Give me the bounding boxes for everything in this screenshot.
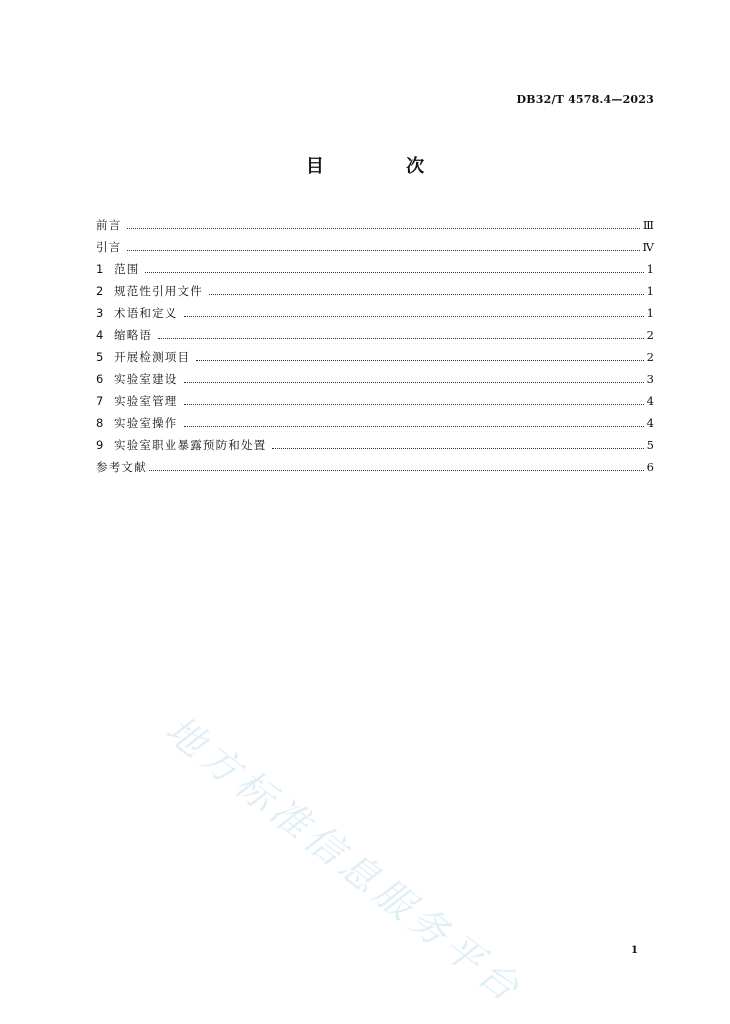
- toc-leader-dots: [196, 360, 643, 361]
- toc-entry-page: 1: [646, 306, 654, 320]
- toc-entry-page: 2: [646, 350, 654, 364]
- toc-leader-dots: [127, 250, 639, 251]
- toc-leader-dots: [184, 316, 644, 317]
- toc-entry-title: 参考文献: [96, 460, 147, 474]
- toc-leader-dots: [145, 272, 643, 273]
- page-number: 1: [631, 945, 638, 956]
- toc-entry-page: 4: [646, 394, 654, 408]
- toc-entry-number: 6: [96, 372, 104, 386]
- toc-entry-testing-items[interactable]: [96, 346, 654, 368]
- toc-entry-page: 3: [646, 372, 654, 386]
- toc-leader-dots: [184, 382, 644, 383]
- toc-leader-dots: [149, 470, 644, 471]
- toc-leader-dots: [184, 426, 644, 427]
- toc-entry-terms-definitions[interactable]: [96, 302, 654, 324]
- toc-leader-dots: [209, 294, 644, 295]
- toc-entry-page: 6: [646, 460, 654, 474]
- toc-entry-title: 开展检测项目: [114, 350, 191, 364]
- toc-entry-normative-references[interactable]: [96, 280, 654, 302]
- toc-entry-title: 引言: [96, 240, 122, 254]
- toc-entry-introduction[interactable]: [96, 236, 654, 258]
- document-code: DB32/T 4578.4—2023: [516, 93, 654, 106]
- toc-entry-number: 8: [96, 416, 104, 430]
- toc-leader-dots: [272, 448, 643, 449]
- toc-entry-number: 4: [96, 328, 104, 342]
- toc-entry-page: 1: [646, 262, 654, 276]
- toc-entry-lab-construction[interactable]: [96, 368, 654, 390]
- toc-entry-foreword[interactable]: [96, 214, 654, 236]
- watermark: 地方标准信息服务平台: [157, 707, 532, 1013]
- table-of-contents: [96, 214, 654, 478]
- toc-entry-title: 实验室职业暴露预防和处置: [114, 438, 267, 452]
- toc-leader-dots: [184, 404, 644, 405]
- toc-entry-scope[interactable]: [96, 258, 654, 280]
- toc-entry-number: 7: [96, 394, 104, 408]
- toc-leader-dots: [127, 228, 640, 229]
- toc-entry-title: 范围: [114, 262, 140, 276]
- toc-entry-lab-management[interactable]: [96, 390, 654, 412]
- toc-entry-page: Ⅲ: [642, 218, 654, 232]
- toc-entry-number: 3: [96, 306, 104, 320]
- toc-entry-number: 5: [96, 350, 104, 364]
- toc-entry-title: 规范性引用文件: [114, 284, 203, 298]
- toc-entry-bibliography[interactable]: [96, 456, 654, 478]
- toc-entry-title: 缩略语: [114, 328, 153, 342]
- toc-leader-dots: [158, 338, 644, 339]
- toc-entry-abbreviations[interactable]: [96, 324, 654, 346]
- toc-entry-title: 术语和定义: [114, 306, 178, 320]
- toc-entry-number: 9: [96, 438, 104, 452]
- toc-entry-page: 5: [646, 438, 654, 452]
- toc-entry-page: Ⅳ: [642, 240, 654, 254]
- toc-entry-lab-operation[interactable]: [96, 412, 654, 434]
- toc-entry-occupational-exposure[interactable]: [96, 434, 654, 456]
- toc-entry-page: 2: [646, 328, 654, 342]
- toc-entry-title: 实验室操作: [114, 416, 178, 430]
- toc-entry-number: 2: [96, 284, 104, 298]
- toc-entry-page: 4: [646, 416, 654, 430]
- toc-entry-title: 前言: [96, 218, 122, 232]
- toc-title: 目 次: [305, 156, 463, 177]
- toc-entry-number: 1: [96, 262, 104, 276]
- toc-entry-page: 1: [646, 284, 654, 298]
- toc-entry-title: 实验室管理: [114, 394, 178, 408]
- toc-entry-title: 实验室建设: [114, 372, 178, 386]
